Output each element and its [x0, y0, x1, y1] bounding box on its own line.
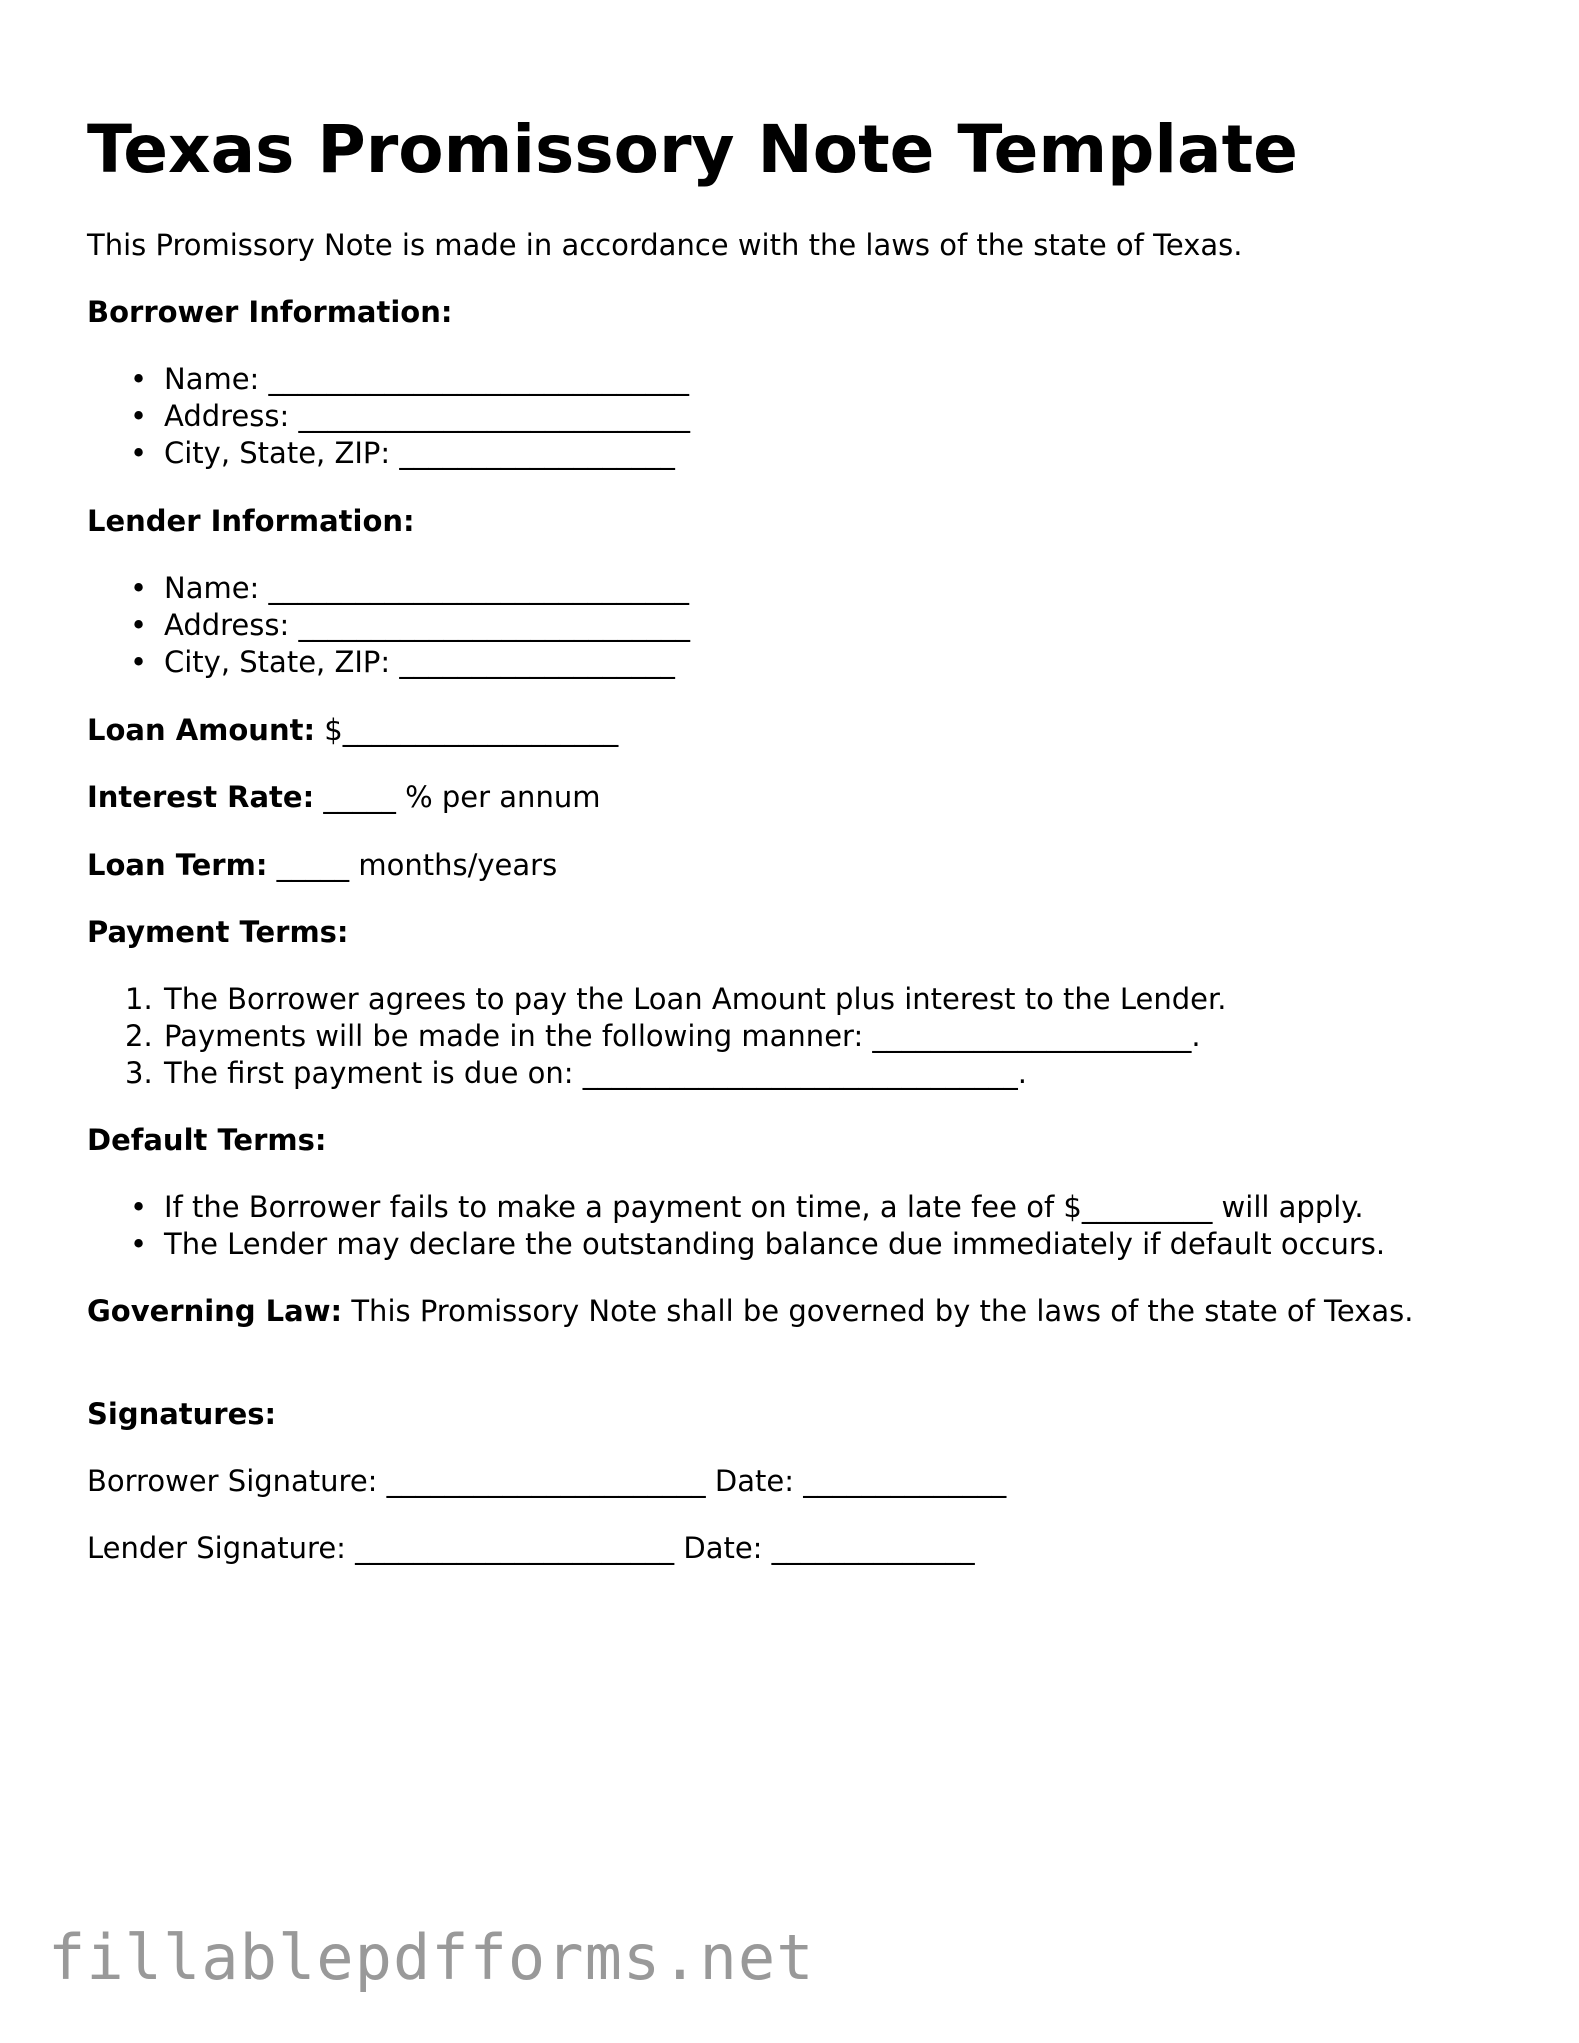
bullet-marker: • [130, 399, 148, 433]
bullet-marker: • [130, 571, 148, 605]
late-fee-field[interactable]: If the Borrower fails to make a payment on time, a late fee of $_________ will apply. [164, 1190, 1364, 1224]
bullet-marker: • [130, 1227, 148, 1261]
loan-amount-row [87, 712, 618, 748]
loan-term-label: Loan Term: [87, 848, 268, 882]
bullet-marker: • [130, 645, 148, 679]
lender-city-state-zip-field[interactable]: City, State, ZIP: ___________________ [164, 645, 675, 679]
borrower-address-field[interactable]: Address: ___________________________ [164, 399, 690, 433]
intro-text: This Promissory Note is made in accordance with the laws of the state of Texas. [87, 228, 1243, 262]
payment-term-item: The Borrower agrees to pay the Loan Amount plus interest to the Lender. [164, 982, 1227, 1016]
signatures-heading: Signatures: [87, 1397, 277, 1431]
payment-terms-heading: Payment Terms: [87, 915, 349, 949]
list-number: 1. [125, 982, 153, 1016]
governing-law-label: Governing Law: [87, 1294, 343, 1328]
loan-term-row [87, 847, 557, 883]
list-number: 3. [125, 1056, 153, 1090]
loan-term-field[interactable]: _____ months/years [276, 848, 558, 882]
watermark-text: fillablepdfforms.net [48, 1921, 815, 1994]
lender-heading: Lender Information: [87, 504, 415, 538]
borrower-heading: Borrower Information: [87, 295, 453, 329]
governing-law-paragraph [87, 1293, 1447, 1329]
default-terms-heading: Default Terms: [87, 1123, 327, 1157]
borrower-city-state-zip-field[interactable]: City, State, ZIP: ___________________ [164, 436, 675, 470]
bullet-marker: • [130, 362, 148, 396]
page-title: Texas Promissory Note Template [87, 111, 1298, 188]
list-number: 2. [125, 1019, 153, 1053]
bullet-marker: • [130, 1190, 148, 1224]
governing-law-text: This Promissory Note shall be governed by the laws of the state of Texas. [351, 1294, 1414, 1328]
lender-address-field[interactable]: Address: ___________________________ [164, 608, 690, 642]
interest-rate-field[interactable]: _____ % per annum [323, 780, 601, 814]
loan-amount-field[interactable]: $___________________ [324, 713, 619, 747]
interest-rate-row [87, 779, 600, 815]
bullet-marker: • [130, 608, 148, 642]
borrower-signature-line[interactable]: Borrower Signature: ______________________ Date: ______________ [87, 1464, 1007, 1498]
interest-rate-label: Interest Rate: [87, 780, 315, 814]
first-payment-date-field[interactable]: The first payment is due on: ______________________________. [164, 1056, 1028, 1090]
lender-name-field[interactable]: Name: _____________________________ [164, 571, 690, 605]
payment-manner-field[interactable]: Payments will be made in the following manner: ______________________. [164, 1019, 1201, 1053]
default-term-item: The Lender may declare the outstanding balance due immediately if default occurs. [164, 1227, 1386, 1261]
lender-signature-line[interactable]: Lender Signature: ______________________ Date: ______________ [87, 1531, 975, 1565]
bullet-marker: • [130, 436, 148, 470]
loan-amount-label: Loan Amount: [87, 713, 316, 747]
borrower-name-field[interactable]: Name: _____________________________ [164, 362, 690, 396]
